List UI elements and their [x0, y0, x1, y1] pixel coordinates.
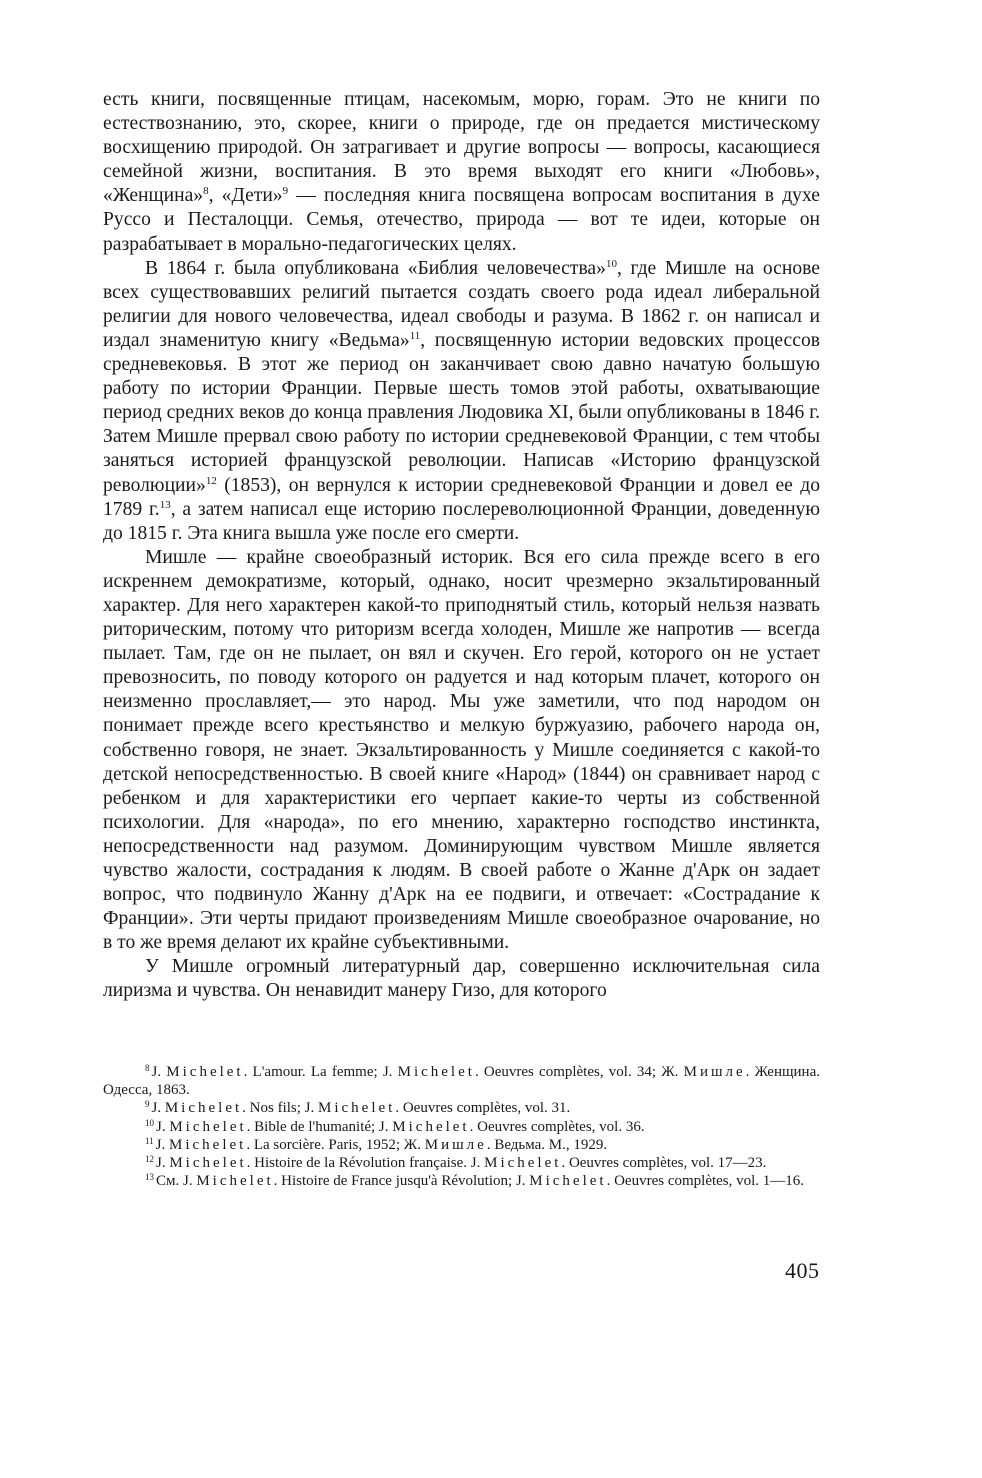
paragraph-4: У Мишле огромный литературный дар, совершенно исключительная сила лиризма и чувства. Он ненавидит манеру Гизо, для которого — [103, 956, 820, 1002]
author-name: Michelet — [169, 1136, 247, 1153]
page-number: 405 — [785, 1258, 820, 1283]
footnote-text: . Oeuvres complètes, vol. 31. — [395, 1100, 571, 1117]
footnote-text: J. — [156, 1155, 170, 1172]
footnote-text: J. — [151, 1100, 165, 1117]
text-run: есть книги, посвященные птицам, насекомым, морю, горам. Это не книги по естествознанию, это, скорее, книги о природе, где он предается мистическому восхищению природой. Он затрагивает и другие вопросы — вопросы, касающиеся семейной жизни, воспитания. В это время выходят его книги «Любовь», «Женщина» — [103, 89, 820, 207]
footnote-text: . Oeuvres complètes, vol. 17—23. — [561, 1155, 767, 1172]
footnote-text: . Histoire de la Révolution française. J. — [246, 1155, 485, 1172]
footnote-ref[interactable]: 13 — [159, 498, 171, 511]
footnote-number: 8 — [145, 1063, 150, 1073]
footnote — [103, 1136, 820, 1154]
footnote-number: 12 — [145, 1154, 154, 1165]
author-name: Michelet — [169, 1155, 247, 1172]
text-run: — последняя книга посвящена вопросам воспитания в духе Руссо и Песталоцци. Семья, отечество, природа — вот те идеи, которые он разрабатывает в морально-педагогических целях. — [103, 185, 820, 255]
footnote-ref[interactable]: 12 — [205, 474, 217, 487]
footnote-number: 10 — [145, 1117, 154, 1128]
paragraph-1 — [103, 88, 820, 257]
footnote-text: . Ведьма. М., 1929. — [486, 1136, 608, 1153]
footnote-text: . L'amour. La femme; J. — [243, 1064, 398, 1080]
author-name: Michelet — [318, 1100, 396, 1117]
footnote-text: . Nos fils; J. — [242, 1100, 319, 1117]
footnote — [103, 1099, 820, 1117]
footnote-text: . Oeuvres complètes, vol. 1—16. — [606, 1173, 805, 1190]
author-name: Мишле — [683, 1064, 746, 1080]
text-run: , посвященную истории ведовских процессов средневековья. В этот же период он заканчивает свою давно начатую большую работу по истории Франции. Первые шесть томов этой работы, охватывающие период средних веков до конца правления Людовика XI, были опубликованы в 1846 г. Затем Мишле прервал свою работу по истории средневековой Франции, с тем чтобы заняться историей французской революции. Написав «Историю французской революции» — [103, 329, 820, 496]
text-run: , а затем написал еще историю послереволюционной Франции, доведенную до 1815 г. Эта книга вышла уже после его смерти. — [103, 498, 820, 544]
footnote-text: . Bible de l'humanité; J. — [246, 1118, 393, 1135]
text-run: , где Мишле на основе всех существовавших религий пытается создать своего рода идеал либеральной религии для нового человечества, идеал свободы и разума. В 1862 г. он написал и издал знаменитую книгу «Ведьма» — [103, 257, 820, 351]
footnote-ref[interactable]: 9 — [282, 185, 289, 198]
main-text — [103, 88, 820, 1004]
author-name: Michelet — [169, 1118, 247, 1135]
author-name: Michelet — [166, 1064, 244, 1080]
footnote-text: . Женщина. Одесса, 1863. — [103, 1064, 820, 1099]
footnotes — [103, 1063, 820, 1190]
paragraph-2 — [103, 257, 820, 546]
author-name: Michelet — [392, 1118, 470, 1135]
footnote-text: . Histoire de France jusqu'à Révolution; J. — [273, 1173, 530, 1190]
footnote-text: J. — [155, 1136, 170, 1153]
footnote-text: См. J. — [156, 1173, 197, 1190]
paragraph-3: Мишле — крайне своеобразный историк. Вся его сила прежде всего в его искреннем демократизме, который, однако, носит чрезмерно экзальтированный характер. Для него характерен какой-то приподнятый стиль, который нельзя назвать риторическим, потому что риторизм всегда холоден, Мишле же напротив — всегда пылает. Там, где он не пылает, он вял и скучен. Его герой, которого он не устает превозносить, по поводу которого он радуется и над которым плачет, которого он неизменно прославляет,— это народ. Мы уже заметили, что под народом он понимает прежде всего крестьянство и мелкую буржуазию, рабочего народа он, собственно говоря, не знает. Экзальтированность у Мишле соединяется с какой-то детской непосредственностью. В своей книге «Народ» (1844) он сравнивает народ с ребенком и для характеристики его черпает какие-то черты из собственной психологии. Для «народа», по его мнению, характерно господство инстинкта, непосредственности над разумом. Доминирующим чувством Мишле является чувство жалости, сострадания к людям. В своей работе о Жанне д'Арк он задает вопрос, что подвинуло Жанну д'Арк на ее подвиги, и отвечает: «Сострадание к Франции». Эти черты придают произведениям Мишле своеобразное очарование, но в то же время делают их крайне субъективными. — [103, 546, 820, 954]
text-run: В 1864 г. была опубликована «Библия человечества» — [145, 257, 606, 279]
footnote — [103, 1063, 820, 1099]
footnote-text: J. — [156, 1118, 170, 1135]
text-run: , «Дети» — [208, 185, 283, 207]
footnote — [103, 1154, 820, 1172]
footnote — [103, 1118, 820, 1136]
footnote-number: 11 — [145, 1135, 154, 1146]
footnote-text: . Oeuvres complètes, vol. 34; Ж. — [474, 1064, 684, 1080]
author-name: Michelet — [397, 1064, 475, 1080]
footnote-text: . Oeuvres complètes, vol. 36. — [469, 1118, 645, 1135]
author-name: Michelet — [529, 1173, 607, 1190]
author-name: Michelet — [484, 1155, 562, 1172]
footnote — [103, 1172, 820, 1190]
footnote-number: 9 — [145, 1099, 150, 1110]
footnote-text: . La sorcière. Paris, 1952; Ж. — [246, 1136, 425, 1153]
footnote-text: J. — [151, 1064, 167, 1080]
text-run: (1853), он вернулся к истории средневековой Франции и довел ее до 1789 г. — [103, 474, 820, 520]
author-name: Мишле — [424, 1136, 487, 1153]
author-name: Michelet — [164, 1100, 243, 1117]
footnote-ref[interactable]: 11 — [409, 329, 421, 342]
footnote-ref[interactable]: 10 — [605, 257, 617, 270]
footnote-ref[interactable]: 8 — [203, 185, 209, 198]
footnote-number: 13 — [145, 1172, 154, 1183]
author-name: Michelet — [196, 1173, 274, 1190]
